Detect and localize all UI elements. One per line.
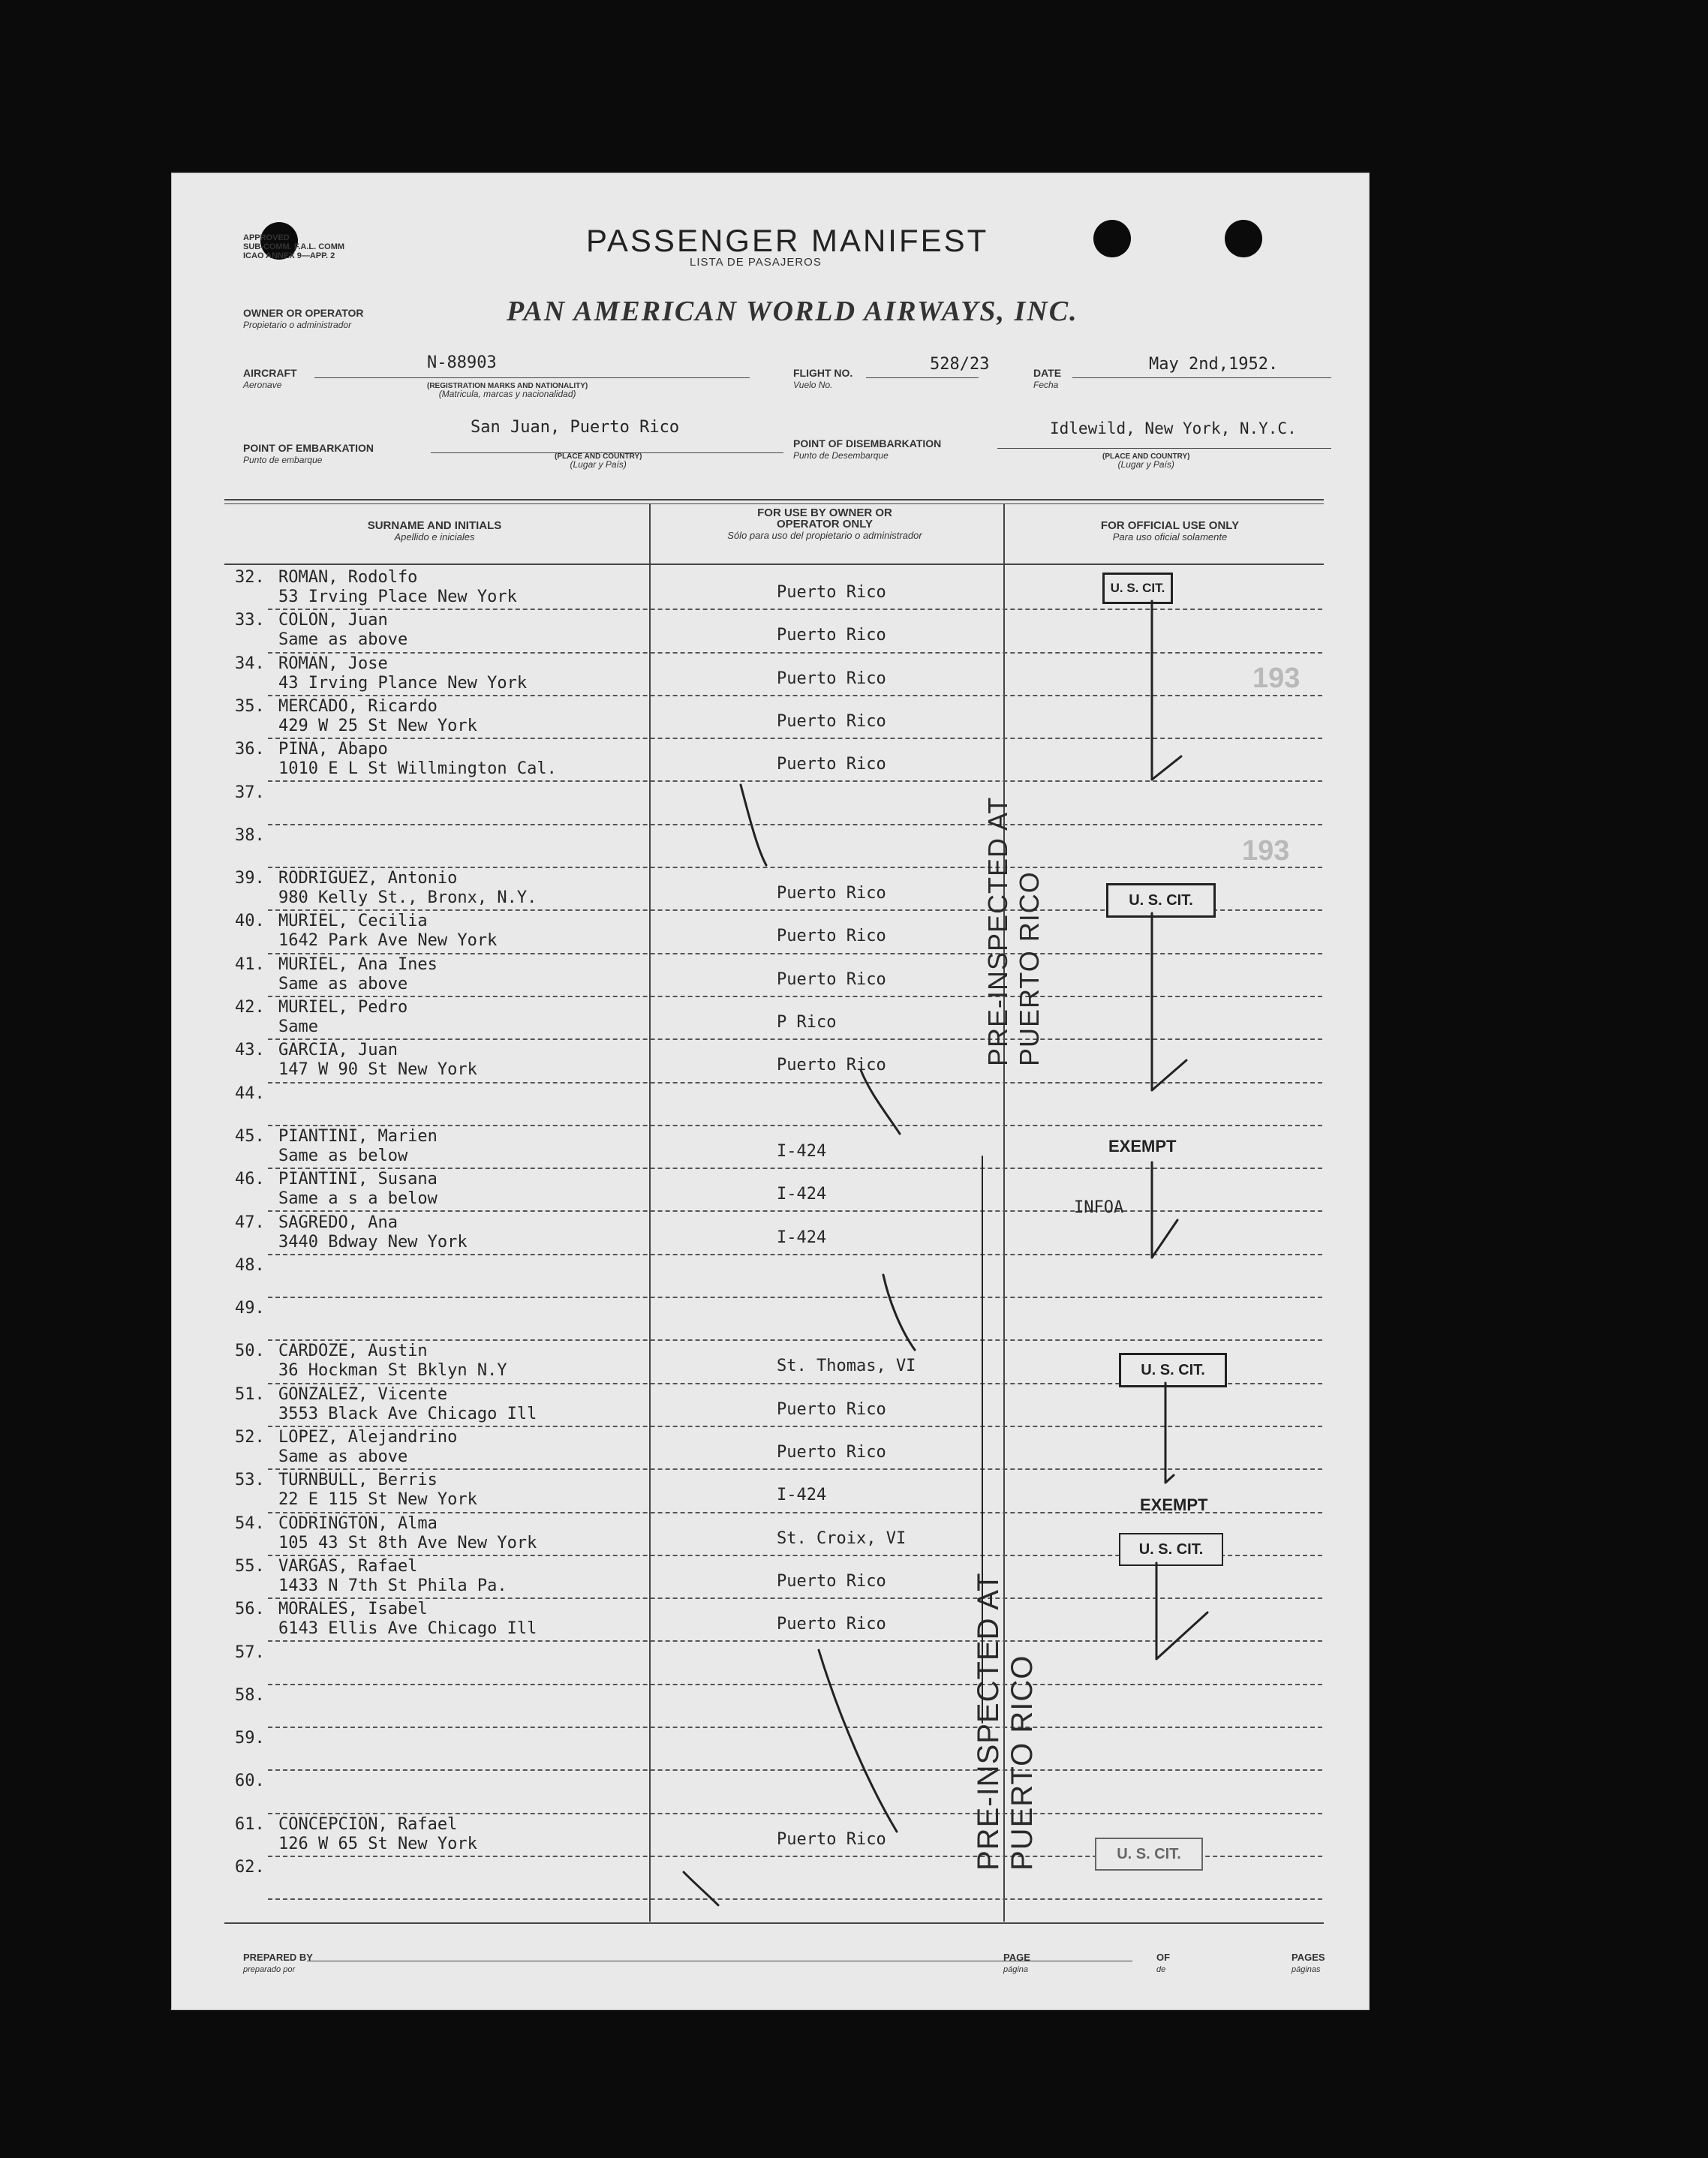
embarkation-value: San Juan, Puerto Rico xyxy=(471,418,680,437)
approval-line-1: APPROVED xyxy=(243,233,290,242)
row-number: 45. xyxy=(235,1126,265,1146)
date-label: DATE Fecha xyxy=(1033,367,1062,390)
origin-note: Puerto Rico xyxy=(777,1571,886,1591)
passenger-name: LOPEZ, Alejandrino xyxy=(278,1428,458,1447)
slash-mark xyxy=(861,1070,900,1134)
passenger-address: 43 Irving Plance New York xyxy=(278,673,528,693)
row-number: 50. xyxy=(235,1342,265,1361)
bracket-line xyxy=(1165,1383,1174,1483)
row-number: 36. xyxy=(235,740,265,759)
passenger-name: PIANTINI, Marien xyxy=(278,1126,438,1146)
passenger-name: SAGREDO, Ana xyxy=(278,1213,398,1232)
faint-number-stamp: 193 xyxy=(1242,835,1290,867)
passenger-address: Same as below xyxy=(278,1146,408,1165)
us-cit-stamp: U. S. CIT. xyxy=(1119,1353,1227,1387)
row-number: 60. xyxy=(235,1772,265,1791)
of-label: OF de xyxy=(1156,1952,1171,1974)
preinspected-stamp: PRE-INSPECTED AT PUERTO RICO xyxy=(972,1573,1039,1871)
flight-label: FLIGHT NO. Vuelo No. xyxy=(793,367,853,390)
origin-note: I-424 xyxy=(777,1486,827,1505)
row-number: 57. xyxy=(235,1643,265,1662)
passenger-address: 147 W 90 St New York xyxy=(278,1060,477,1080)
infoa-note: INFOA xyxy=(1074,1198,1124,1217)
origin-note: I-424 xyxy=(777,1228,827,1247)
passenger-address: 3440 Bdway New York xyxy=(278,1232,468,1252)
row-number: 48. xyxy=(235,1255,265,1275)
page-subtitle: LISTA DE PASAJEROS xyxy=(690,256,822,269)
manifest-sheet xyxy=(171,173,1370,2010)
row-number: 39. xyxy=(235,869,265,888)
disembarkation-value: Idlewild, New York, N.Y.C. xyxy=(1050,419,1297,437)
origin-note: Puerto Rico xyxy=(777,1829,886,1849)
passenger-name: TURNBULL, Berris xyxy=(278,1471,438,1490)
passenger-address: 1010 E L St Willmington Cal. xyxy=(278,759,557,779)
column-header-official: FOR OFFICIAL USE ONLY Para uso oficial solamente xyxy=(1100,519,1240,543)
flight-value: 528/23 xyxy=(930,355,990,374)
bracket-line xyxy=(1156,1563,1207,1659)
row-number: 32. xyxy=(235,568,265,587)
passenger-name: VARGAS, Rafael xyxy=(278,1556,418,1576)
page-label: PAGE página xyxy=(1003,1952,1030,1974)
bracket-line xyxy=(1152,913,1186,1090)
origin-note: Puerto Rico xyxy=(777,711,886,731)
origin-note: Puerto Rico xyxy=(777,1056,886,1075)
row-number: 51. xyxy=(235,1384,265,1404)
slash-mark xyxy=(684,1872,718,1905)
preinspected-stamp: PRE-INSPECTED AT PUERTO RICO xyxy=(982,797,1045,1066)
passenger-name: ROMAN, Jose xyxy=(278,654,388,673)
passenger-name: CODRINGTON, Alma xyxy=(278,1513,438,1533)
row-number: 43. xyxy=(235,1041,265,1060)
row-number: 58. xyxy=(235,1685,265,1705)
slash-mark xyxy=(883,1275,915,1350)
slash-mark xyxy=(819,1650,897,1832)
passenger-name: PINA, Abapo xyxy=(278,740,388,759)
row-number: 54. xyxy=(235,1513,265,1533)
origin-note: St. Croix, VI xyxy=(777,1528,907,1548)
passenger-address: 22 E 115 St New York xyxy=(278,1490,477,1510)
row-number: 47. xyxy=(235,1213,265,1232)
us-cit-stamp: U. S. CIT. xyxy=(1102,573,1173,604)
passenger-name: GARCIA, Juan xyxy=(278,1041,398,1060)
row-number: 49. xyxy=(235,1299,265,1318)
row-number: 52. xyxy=(235,1428,265,1447)
approval-line-2: SUB-COMM. F.A.L. COMM xyxy=(243,242,345,251)
column-header-name: SURNAME AND INITIALS Apellido e iniciales xyxy=(367,519,502,543)
origin-note: I-424 xyxy=(777,1185,827,1204)
passenger-address: 36 Hockman St Bklyn N.Y xyxy=(278,1361,507,1381)
page-title: PASSENGER MANIFEST xyxy=(586,223,989,258)
passenger-name: PIANTINI, Susana xyxy=(278,1170,438,1189)
row-number: 41. xyxy=(235,954,265,974)
passenger-name: GONZALEZ, Vicente xyxy=(278,1384,448,1404)
passenger-address: Same a s a below xyxy=(278,1189,438,1209)
origin-note: I-424 xyxy=(777,1141,827,1161)
registration-caption: (REGISTRATION MARKS AND NATIONALITY) (Matricula, marcas y nacionalidad) xyxy=(427,382,588,399)
passenger-name: RODRIGUEZ, Antonio xyxy=(278,869,458,888)
passenger-address: Same as above xyxy=(278,630,408,650)
passenger-name: MURIEL, Ana Ines xyxy=(278,954,438,974)
hand-marks xyxy=(172,173,1369,2009)
origin-note: Puerto Rico xyxy=(777,927,886,946)
row-number: 37. xyxy=(235,783,265,802)
exempt-stamp: EXEMPT xyxy=(1108,1137,1177,1156)
disembarkation-label: POINT OF DISEMBARKATION Punto de Desembarque xyxy=(793,437,942,461)
column-header-owner: FOR USE BY OWNER OR OPERATOR ONLY Sólo para uso del propietario o administrador xyxy=(727,506,922,541)
origin-note: Puerto Rico xyxy=(777,669,886,688)
bracket-line xyxy=(1152,1162,1177,1258)
origin-note: Puerto Rico xyxy=(777,884,886,903)
origin-note: Puerto Rico xyxy=(777,626,886,645)
disembarkation-place-caption: (PLACE AND COUNTRY) (Lugar y País) xyxy=(1102,452,1190,470)
passenger-address: 980 Kelly St., Bronx, N.Y. xyxy=(278,888,537,908)
origin-note: Puerto Rico xyxy=(777,1399,886,1419)
passenger-name: MORALES, Isabel xyxy=(278,1600,428,1619)
aircraft-label: AIRCRAFT Aeronave xyxy=(243,367,297,390)
passenger-name: COLON, Juan xyxy=(278,611,388,630)
row-number: 55. xyxy=(235,1556,265,1576)
origin-note: P Rico xyxy=(777,1013,837,1032)
row-number: 53. xyxy=(235,1471,265,1490)
exempt-stamp: EXEMPT xyxy=(1140,1495,1208,1514)
faint-number-stamp: 193 xyxy=(1252,663,1301,694)
bracket-line xyxy=(1152,601,1181,780)
passenger-address: 53 Irving Place New York xyxy=(278,588,517,606)
row-number: 38. xyxy=(235,825,265,845)
us-cit-stamp: U. S. CIT. xyxy=(1119,1533,1223,1566)
passenger-address: 6143 Ellis Ave Chicago Ill xyxy=(278,1619,537,1639)
row-number: 42. xyxy=(235,998,265,1017)
owner-label: OWNER OR OPERATOR Propietario o administrador xyxy=(243,307,364,330)
embarkation-place-caption: (PLACE AND COUNTRY) (Lugar y País) xyxy=(555,452,642,470)
origin-note: Puerto Rico xyxy=(777,755,886,774)
passenger-name: MERCADO, Ricardo xyxy=(278,696,438,716)
airline-name: PAN AMERICAN WORLD AIRWAYS, INC. xyxy=(507,296,1078,327)
row-number: 56. xyxy=(235,1600,265,1619)
row-number: 35. xyxy=(235,696,265,716)
origin-note: Puerto Rico xyxy=(777,1615,886,1634)
origin-note: St. Thomas, VI xyxy=(777,1357,916,1376)
us-cit-stamp: U. S. CIT. xyxy=(1095,1838,1203,1871)
prepared-by-label: PREPARED BY preparado por xyxy=(243,1952,313,1974)
row-number: 46. xyxy=(235,1170,265,1189)
us-cit-stamp: U. S. CIT. xyxy=(1106,883,1216,918)
embarkation-label: POINT OF EMBARKATION Punto de embarque xyxy=(243,442,374,465)
row-number: 44. xyxy=(235,1084,265,1103)
row-number: 62. xyxy=(235,1858,265,1877)
slash-mark xyxy=(741,785,766,865)
passenger-address: 1642 Park Ave New York xyxy=(278,931,498,951)
row-number: 61. xyxy=(235,1814,265,1834)
passenger-address: 429 W 25 St New York xyxy=(278,716,477,735)
origin-note: Puerto Rico xyxy=(777,969,886,989)
passenger-name: MURIEL, Cecilia xyxy=(278,912,428,931)
passenger-name: CONCEPCION, Rafael xyxy=(278,1814,458,1834)
aircraft-value: N-88903 xyxy=(427,353,497,372)
passenger-address: Same as above xyxy=(278,974,408,993)
origin-note: Puerto Rico xyxy=(777,583,886,602)
approval-line-3: ICAO ANNEX 9—APP. 2 xyxy=(243,251,335,260)
passenger-name: MURIEL, Pedro xyxy=(278,998,408,1017)
passenger-address: Same xyxy=(278,1017,318,1036)
passenger-address: Same as above xyxy=(278,1447,408,1466)
row-number: 34. xyxy=(235,654,265,673)
passenger-name: ROMAN, Rodolfo xyxy=(278,568,418,587)
passenger-address: 105 43 St 8th Ave New York xyxy=(278,1533,537,1552)
row-number: 40. xyxy=(235,912,265,931)
origin-note: Puerto Rico xyxy=(777,1443,886,1462)
passenger-name: CARDOZE, Austin xyxy=(278,1342,428,1361)
row-number: 33. xyxy=(235,611,265,630)
passenger-address: 1433 N 7th St Phila Pa. xyxy=(278,1576,507,1595)
passenger-address: 3553 Black Ave Chicago Ill xyxy=(278,1404,537,1423)
passenger-address: 126 W 65 St New York xyxy=(278,1834,477,1853)
pages-label: PAGES páginas xyxy=(1292,1952,1325,1974)
row-number: 59. xyxy=(235,1729,265,1748)
date-value: May 2nd,1952. xyxy=(1149,355,1279,374)
